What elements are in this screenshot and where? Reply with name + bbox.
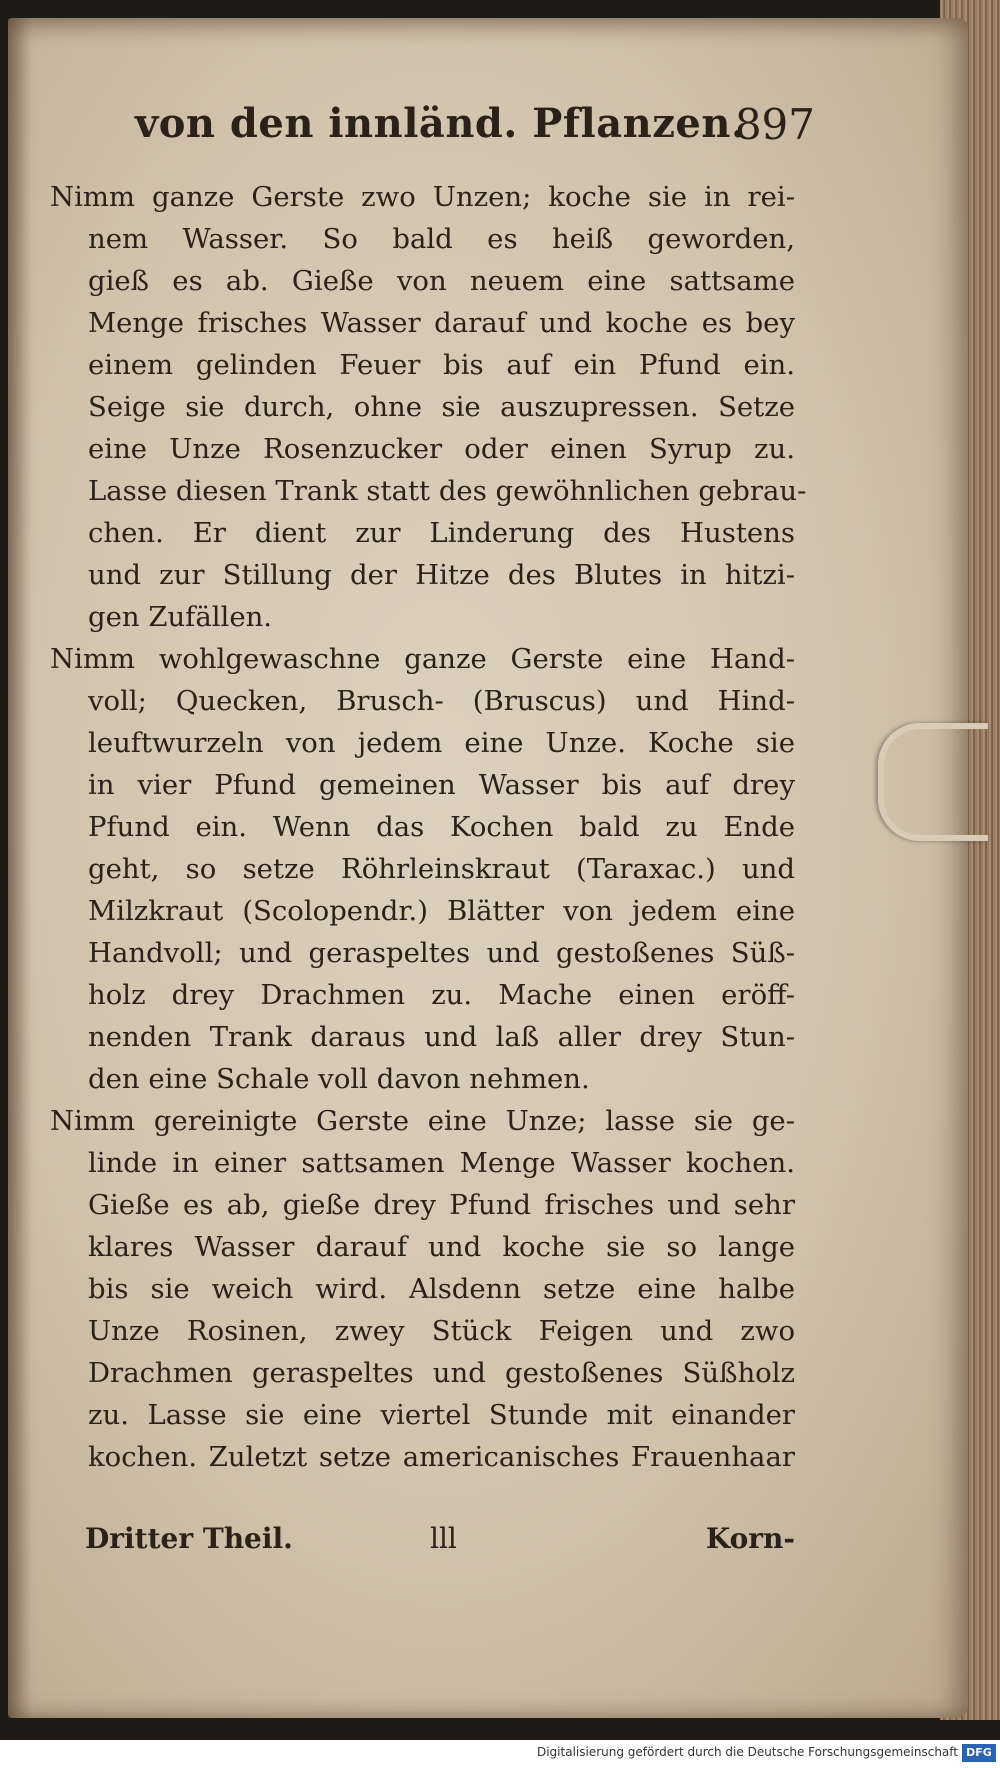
running-head: von den innländ. Pflanzen. — [135, 100, 746, 147]
page-number: 897 — [734, 100, 815, 149]
page-body-text — [50, 176, 807, 1478]
gutter-shadow — [8, 18, 32, 1718]
page-header — [135, 100, 815, 160]
page-footer — [85, 1522, 795, 1562]
sheet-mark: lll — [430, 1522, 457, 1555]
text-line: linde in einer sattsamen Menge Wasser kochen. — [88, 1147, 795, 1179]
text-line: Nimm ganze Gerste zwo Unzen; koche sie in rei- — [50, 181, 795, 213]
text-line: Pfund ein. Wenn das Kochen bald zu Ende — [88, 811, 795, 843]
text-line: einem gelinden Feuer bis auf ein Pfund ein. — [88, 349, 795, 381]
text-line: klares Wasser darauf und koche sie so lange — [88, 1231, 795, 1263]
text-line: holz drey Drachmen zu. Mache einen eröff- — [88, 979, 795, 1011]
text-line: Lasse diesen Trank statt des gewöhnlichen gebrau- — [88, 475, 807, 507]
text-line: Milzkraut (Scolopendr.) Blätter von jedem eine — [88, 895, 795, 927]
text-line: Menge frisches Wasser darauf und koche es bey — [88, 307, 795, 339]
text-line: Nimm wohlgewaschne ganze Gerste eine Hand- — [50, 643, 795, 675]
text-line: gen Zufällen. — [88, 601, 273, 633]
catchword: Korn- — [705, 1522, 795, 1555]
text-line: nem Wasser. So bald es heiß geworden, — [88, 223, 795, 255]
text-line: kochen. Zuletzt setze americanisches Frauenhaar — [88, 1441, 795, 1473]
text-line: Seige sie durch, ohne sie auszupressen. Setze — [88, 391, 795, 423]
credit-bar — [0, 1740, 1000, 1768]
text-line: eine Unze Rosenzucker oder einen Syrup zu. — [88, 433, 795, 465]
text-line: gieß es ab. Gieße von neuem eine sattsame — [88, 265, 795, 297]
text-line: Unze Rosinen, zwey Stück Feigen und zwo — [88, 1315, 795, 1347]
text-line: in vier Pfund gemeinen Wasser bis auf drey — [88, 769, 795, 801]
bookmark-ribbon — [878, 723, 988, 841]
text-line: Gieße es ab, gieße drey Pfund frisches und sehr — [88, 1189, 795, 1221]
text-line: Nimm gereinigte Gerste eine Unze; lasse sie ge- — [50, 1105, 795, 1137]
dfg-logo: DFG — [962, 1744, 996, 1762]
text-line: chen. Er dient zur Linderung des Hustens — [88, 517, 795, 549]
text-line: bis sie weich wird. Alsdenn setze eine halbe — [88, 1273, 795, 1305]
credit-text: Digitalisierung gefördert durch die Deutsche Forschungsgemeinschaft — [536, 1745, 958, 1759]
text-line: geht, so setze Röhrleinskraut (Taraxac.) und — [88, 853, 795, 885]
text-line: den eine Schale voll davon nehmen. — [88, 1063, 590, 1095]
footer-signature: Dritter Theil. — [85, 1522, 293, 1555]
text-line: Handvoll; und geraspeltes und gestoßenes Süß- — [88, 937, 795, 969]
text-line: nenden Trank daraus und laß aller drey Stun- — [88, 1021, 795, 1053]
text-line: zu. Lasse sie eine viertel Stunde mit einander — [88, 1399, 795, 1431]
text-line: und zur Stillung der Hitze des Blutes in hitzi- — [88, 559, 795, 591]
text-line: leuftwurzeln von jedem eine Unze. Koche sie — [88, 727, 795, 759]
text-line: voll; Quecken, Brusch- (Bruscus) und Hind- — [88, 685, 795, 717]
text-line: Drachmen geraspeltes und gestoßenes Süßholz — [88, 1357, 795, 1389]
